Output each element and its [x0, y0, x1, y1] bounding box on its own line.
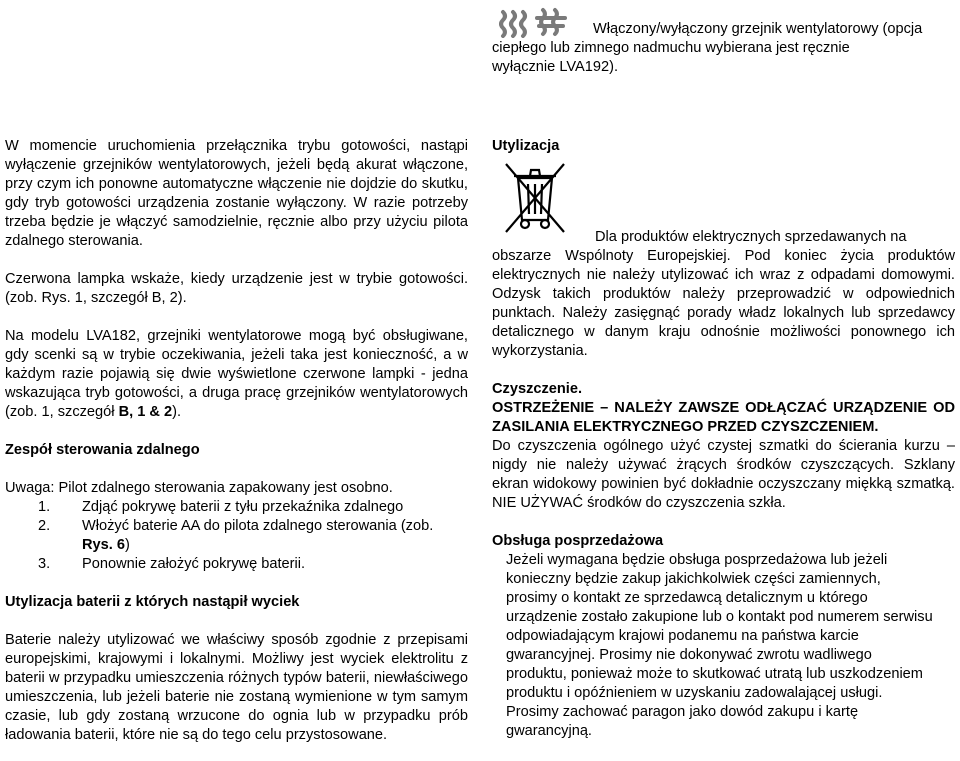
recycling-symbol-area: [492, 158, 955, 234]
red-lamp-paragraph: Czerwona lampka wskaże, kiedy urządzenie jest w trybie gotowości. (zob. Rys. 1, szczegół B, 2).: [5, 271, 468, 306]
standby-paragraph: W momencie uruchomienia przełącznika trybu gotowości, nastąpi wyłączenie grzejników wentylatorowych, jeżeli będą akurat włączone, przy czym ich ponowne automatyczne włączenie nie dojdzie do skutku, gdy tryb gotowości urządzenia zostanie wyłączony. W razie potrzeby trzeba będzie je włączyć samodzielnie, ręcznie albo przy użyciu pilota zdalnego sterowania.: [5, 138, 468, 249]
step-number: 3.: [38, 556, 51, 572]
step-text: Ponownie założyć pokrywę baterii.: [82, 556, 306, 572]
crossed-out-bin-icon: [504, 158, 566, 234]
list-item: [5, 498, 468, 517]
battery-disposal-text: Baterie należy utylizować we właściwy sposób zgodnie z przepisami europejskimi, krajowymi i lokalnymi. Możliwy jest wyciek elektrolitu z baterii w przypadku umieszczenia różnych typów baterii, niewłaściwego umieszczenia, lub jeżeli baterie nie zostaną wymienione w tym samym czasie, lub gdy zostaną wrzucone do ognia lub w przypadku prób ładowania baterii, które nie są do tego celu przystosowane.: [5, 632, 468, 743]
figure-ref-end: ): [125, 537, 130, 553]
list-item: [5, 517, 468, 536]
header-line-3: wyłącznie LVA192).: [492, 59, 618, 75]
step-number: 2.: [38, 518, 51, 534]
lva182-end: ).: [172, 404, 182, 420]
step-2-continuation: [5, 536, 468, 555]
lva182-text: Na modelu LVA182, grzejniki wentylatorowe mogą być obsługiwane, gdy scenki są w trybie oczekiwania, jeżeli taka jest konieczność, a w każdym razie pojawią się dwie wyświetlone czerwone lampki - jedna wskazująca tryb gotowości, a druga pracę grzejników wentylatorowych (zob. 1, szczegół: [5, 328, 468, 420]
remote-note: Uwaga: Pilot zdalnego sterowania zapakowany jest osobno.: [5, 480, 393, 496]
after-sales-heading: Obsługa posprzedażowa: [492, 533, 664, 549]
left-column: [5, 137, 468, 761]
battery-disposal-heading: Utylizacja baterii z których nastąpił wyciek: [5, 594, 300, 610]
recycling-body: obszarze Wspólnoty Europejskiej. Pod koniec życia produktów elektrycznych nie należy utylizować ich wraz z odpadami domowymi. Odzysk takich produktów należy przeprowadzić w odpowiednich punktach. Należy zasięgnąć porady władz lokalnych lub sprzedawcy detalicznego w danym kraju odnośnie możliwości ponownego ich wykorzystania.: [492, 248, 955, 359]
lva182-paragraph: [5, 327, 468, 422]
header-text: [492, 4, 954, 39]
step-number: 1.: [38, 499, 51, 515]
after-sales-text: Jeżeli wymagana będzie obsługa posprzedażowa lub jeżeli konieczny będzie zakup jakichkolwiek części zamiennych, prosimy o kontakt ze sprzedawcą detalicznym u którego urządzenie zostało zakupione lub o kontakt pod numerem serwisu odpowiadającym krajowi podanemu na państwa karcie gwarancyjnej. Prosimy nie dokonywać zwrotu wadliwego produktu, ponieważ może to skutkować utratą lub uszkodzeniem produktu i opóźnieniem w uzyskaniu zadowalającej usługi. Prosimy zachować paragon jako dowód zakupu i kartę gwarancyjną.: [506, 552, 933, 739]
header-line-2: ciepłego lub zimnego nadmuchu wybierana jest ręcznie: [492, 40, 850, 56]
remote-control-heading: Zespół sterowania zdalnego: [5, 442, 200, 458]
recycling-heading: Utylizacja: [492, 138, 560, 154]
cleaning-warning: OSTRZEŻENIE – NALEŻY ZAWSZE ODŁĄCZAĆ URZĄDZENIE OD ZASILANIA ELEKTRYCZNEGO PRZED CZYSZCZENIEM.: [492, 400, 955, 435]
recycling-text: [492, 228, 955, 361]
step-text: Zdjąć pokrywę baterii z tyłu przekaźnika zdalnego: [82, 499, 404, 515]
recycling-first-line: Dla produktów elektrycznych sprzedawanych na: [595, 229, 907, 245]
figure-ref: Rys. 6: [82, 537, 125, 553]
lva182-detail-ref: B, 1 & 2: [118, 404, 173, 420]
list-item: [5, 555, 468, 574]
step-text: Włożyć baterie AA do pilota zdalnego sterowania (zob.: [82, 518, 434, 534]
right-column: [492, 137, 955, 741]
cleaning-text: Do czyszczenia ogólnego użyć czystej szmatki do ścierania kurzu – nigdy nie należy używać żrących środków czyszczących. Szklany ekran widokowy powinien być dokładnie oczyszczany miękką szmatką. NIE UŻYWAĆ środków do czyszczenia szkła.: [492, 438, 955, 511]
header-block: [492, 4, 954, 77]
header-line-1: Włączony/wyłączony grzejnik wentylatorowy (opcja: [593, 21, 923, 37]
cleaning-heading: Czyszczenie.: [492, 381, 583, 397]
